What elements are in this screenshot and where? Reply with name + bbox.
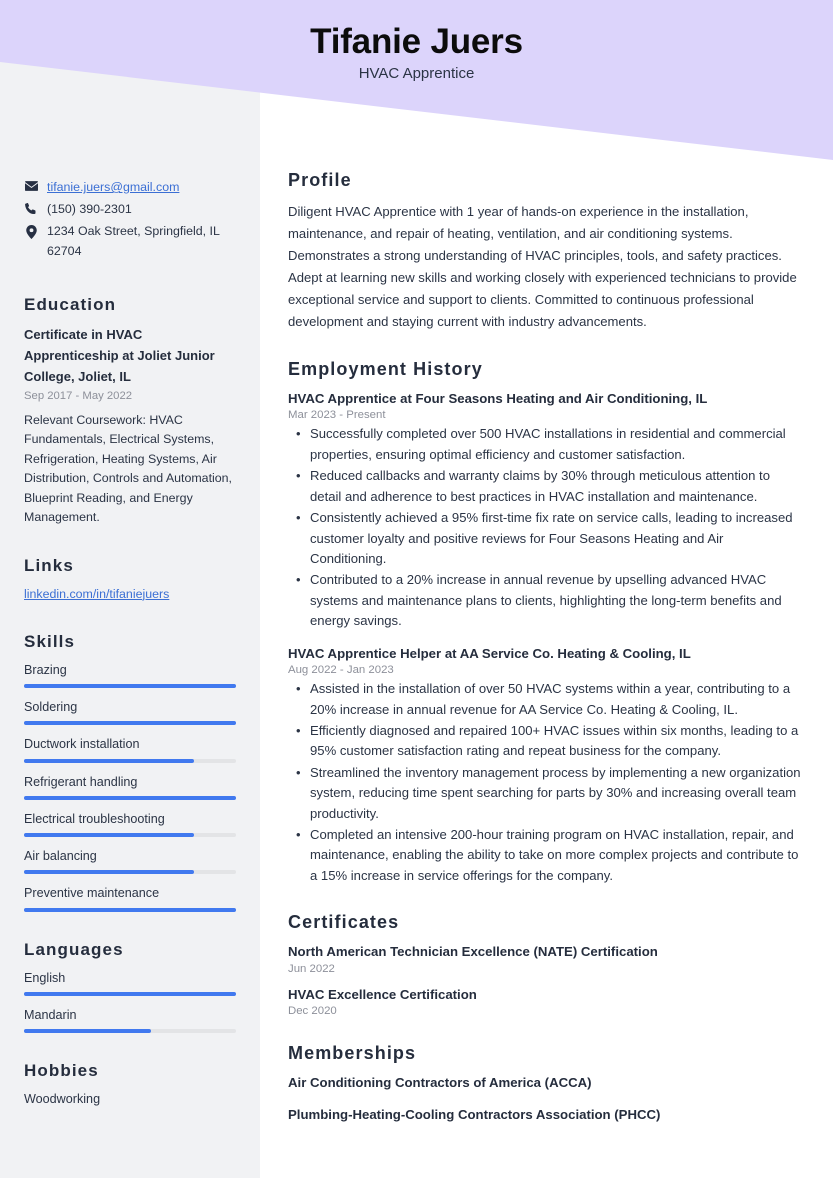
- employment-section: [288, 359, 801, 886]
- memberships-heading: Memberships: [288, 1043, 417, 1064]
- skill-item: [24, 810, 236, 837]
- skill-label: Soldering: [24, 700, 78, 715]
- certificate-entry: [288, 943, 801, 974]
- language-item: [24, 969, 236, 996]
- certificate-name: HVAC Excellence Certification: [288, 986, 477, 1002]
- job-bullet: • Reduced callbacks and warranty claims by 30% through meticulous attention to detail and adherence to best practices in HVAC installation and maintenance.: [288, 466, 801, 507]
- contact-email-link[interactable]: tifanie.juers@gmail.com: [47, 180, 180, 194]
- skill-label: Electrical troubleshooting: [24, 811, 165, 826]
- phone-icon: [24, 200, 38, 215]
- certificates-list: [288, 943, 801, 1017]
- contact-address-row: [24, 222, 236, 260]
- jobs-list: [288, 390, 801, 886]
- skill-label: Refrigerant handling: [24, 774, 138, 789]
- job-date: Aug 2022 - Jan 2023: [288, 664, 394, 677]
- job-date: Mar 2023 - Present: [288, 409, 386, 422]
- certificate-date: Jun 2022: [288, 962, 335, 975]
- skill-bar-fill: [24, 833, 194, 837]
- education-entry: [24, 324, 236, 528]
- skill-label: Brazing: [24, 662, 67, 677]
- language-bar-track: [24, 1029, 236, 1033]
- language-bar-fill: [24, 1029, 151, 1033]
- certificates-section: [288, 912, 801, 1017]
- skill-bar-fill: [24, 908, 236, 912]
- employment-heading: Employment History: [288, 358, 483, 379]
- language-bar-fill: [24, 992, 236, 996]
- linkedin-link[interactable]: linkedin.com/in/tifaniejuers: [24, 586, 170, 601]
- envelope-icon: [24, 178, 38, 191]
- education-title: Certificate in HVAC Apprenticeship at Joliet Junior College, Joliet, IL: [24, 326, 215, 384]
- skill-bar-track: [24, 759, 236, 763]
- job-bullet: • Efficiently diagnosed and repaired 100+ HVAC issues within six months, leading to a 95% customer satisfaction rating and repeat business for the company.: [288, 721, 801, 762]
- job-bullet: • Completed an intensive 200-hour training program on HVAC installation, repair, and maintenance, enabling the ability to take on more complex projects and contribute to a 15% increase in service offerings for the company.: [288, 825, 801, 886]
- memberships-section: [288, 1043, 801, 1124]
- links-heading: Links: [24, 555, 74, 575]
- profile-text: Diligent HVAC Apprentice with 1 year of hands-on experience in the installation, maintenance, and repair of heating, ventilation, and air conditioning systems. Demonstrates a strong understanding of HVAC principles, tools, and safety practices. Adept at learning new skills and working closely with experienced technicians to provide exceptional service and support to clients. Committed to continuous professional development and staying current with industry advancements.: [288, 204, 797, 329]
- job-bullet-list: [288, 679, 801, 886]
- skill-bar-fill: [24, 759, 194, 763]
- job-bullet: • Assisted in the installation of over 50 HVAC systems within a year, contributing to a 20% increase in annual revenue for AA Service Co. Heating & Cooling, IL.: [288, 679, 801, 720]
- job-bullet: • Streamlined the inventory management process by implementing a new organization system, reducing time spent searching for parts by 30% and increasing overall team productivity.: [288, 763, 801, 824]
- skill-label: Air balancing: [24, 849, 97, 864]
- job-bullet: • Consistently achieved a 95% first-time fix rate on service calls, leading to increased customer loyalty and positive reviews for Four Seasons Heating and Air Conditioning.: [288, 508, 801, 569]
- job-bullet-list: [288, 424, 801, 631]
- languages-heading: Languages: [24, 939, 124, 959]
- skill-item: [24, 698, 236, 725]
- skills-list: [24, 661, 236, 912]
- skill-item: [24, 884, 236, 911]
- contact-email-row[interactable]: [24, 178, 236, 197]
- language-bar-track: [24, 992, 236, 996]
- skill-bar-fill: [24, 721, 236, 725]
- contact-phone-row[interactable]: [24, 200, 236, 219]
- job-title: HVAC Apprentice at Four Seasons Heating and Air Conditioning, IL: [288, 390, 708, 406]
- language-label: Mandarin: [24, 1007, 77, 1022]
- skill-item: [24, 773, 236, 800]
- membership-item: Plumbing-Heating-Cooling Contractors Association (PHCC): [288, 1106, 661, 1122]
- education-heading: Education: [24, 294, 117, 314]
- profile-section: [288, 170, 801, 333]
- skill-item: [24, 735, 236, 762]
- contact-block: [24, 178, 236, 261]
- certificate-entry: [288, 986, 801, 1017]
- header-subtitle: HVAC Apprentice: [358, 65, 475, 83]
- language-item: [24, 1006, 236, 1033]
- contact-address-value: 1234 Oak Street, Springfield, IL 62704: [47, 224, 220, 258]
- skill-bar-fill: [24, 870, 194, 874]
- hobby-item: Woodworking: [24, 1092, 101, 1107]
- language-label: English: [24, 970, 66, 985]
- memberships-list: [288, 1074, 801, 1124]
- page-title: Tifanie Juers: [310, 22, 523, 61]
- main-column: [260, 0, 833, 1178]
- certificate-date: Dec 2020: [288, 1005, 337, 1018]
- profile-heading: Profile: [288, 170, 352, 190]
- skill-item: [24, 661, 236, 688]
- education-description: Relevant Coursework: HVAC Fundamentals, Electrical Systems, Refrigeration, Heating Systems, Air Distribution, Controls and Automation, Blueprint Reading, and Energy Management.: [24, 412, 232, 525]
- skill-label: Preventive maintenance: [24, 886, 160, 901]
- skill-bar-fill: [24, 796, 236, 800]
- skill-bar-track: [24, 796, 236, 800]
- skill-bar-track: [24, 908, 236, 912]
- contact-phone-value: (150) 390-2301: [47, 202, 132, 217]
- job-bullet: • Contributed to a 20% increase in annual revenue by upselling advanced HVAC systems and maintenance plans to clients, highlighting the long-term benefits and energy savings.: [288, 570, 801, 631]
- link-item[interactable]: [24, 585, 236, 604]
- skill-label: Ductwork installation: [24, 737, 140, 752]
- certificates-heading: Certificates: [288, 912, 400, 933]
- languages-list: [24, 969, 236, 1034]
- skill-bar-fill: [24, 684, 236, 688]
- skill-bar-track: [24, 721, 236, 725]
- job-entry: [288, 390, 801, 632]
- skill-bar-track: [24, 870, 236, 874]
- skill-bar-track: [24, 684, 236, 688]
- map-pin-icon: [24, 222, 38, 239]
- job-entry: [288, 645, 801, 887]
- sidebar: [0, 0, 260, 1178]
- membership-item: Air Conditioning Contractors of America (ACCA): [288, 1075, 592, 1091]
- job-title: HVAC Apprentice Helper at AA Service Co. Heating & Cooling, IL: [288, 645, 691, 661]
- hobbies-heading: Hobbies: [24, 1061, 99, 1081]
- skills-heading: Skills: [24, 631, 76, 651]
- job-bullet: • Successfully completed over 500 HVAC installations in residential and commercial properties, ensuring optimal efficiency and customer satisfaction.: [288, 424, 801, 465]
- education-date: Sep 2017 - May 2022: [24, 390, 133, 403]
- skill-item: [24, 847, 236, 874]
- certificate-name: North American Technician Excellence (NATE) Certification: [288, 944, 658, 960]
- skill-bar-track: [24, 833, 236, 837]
